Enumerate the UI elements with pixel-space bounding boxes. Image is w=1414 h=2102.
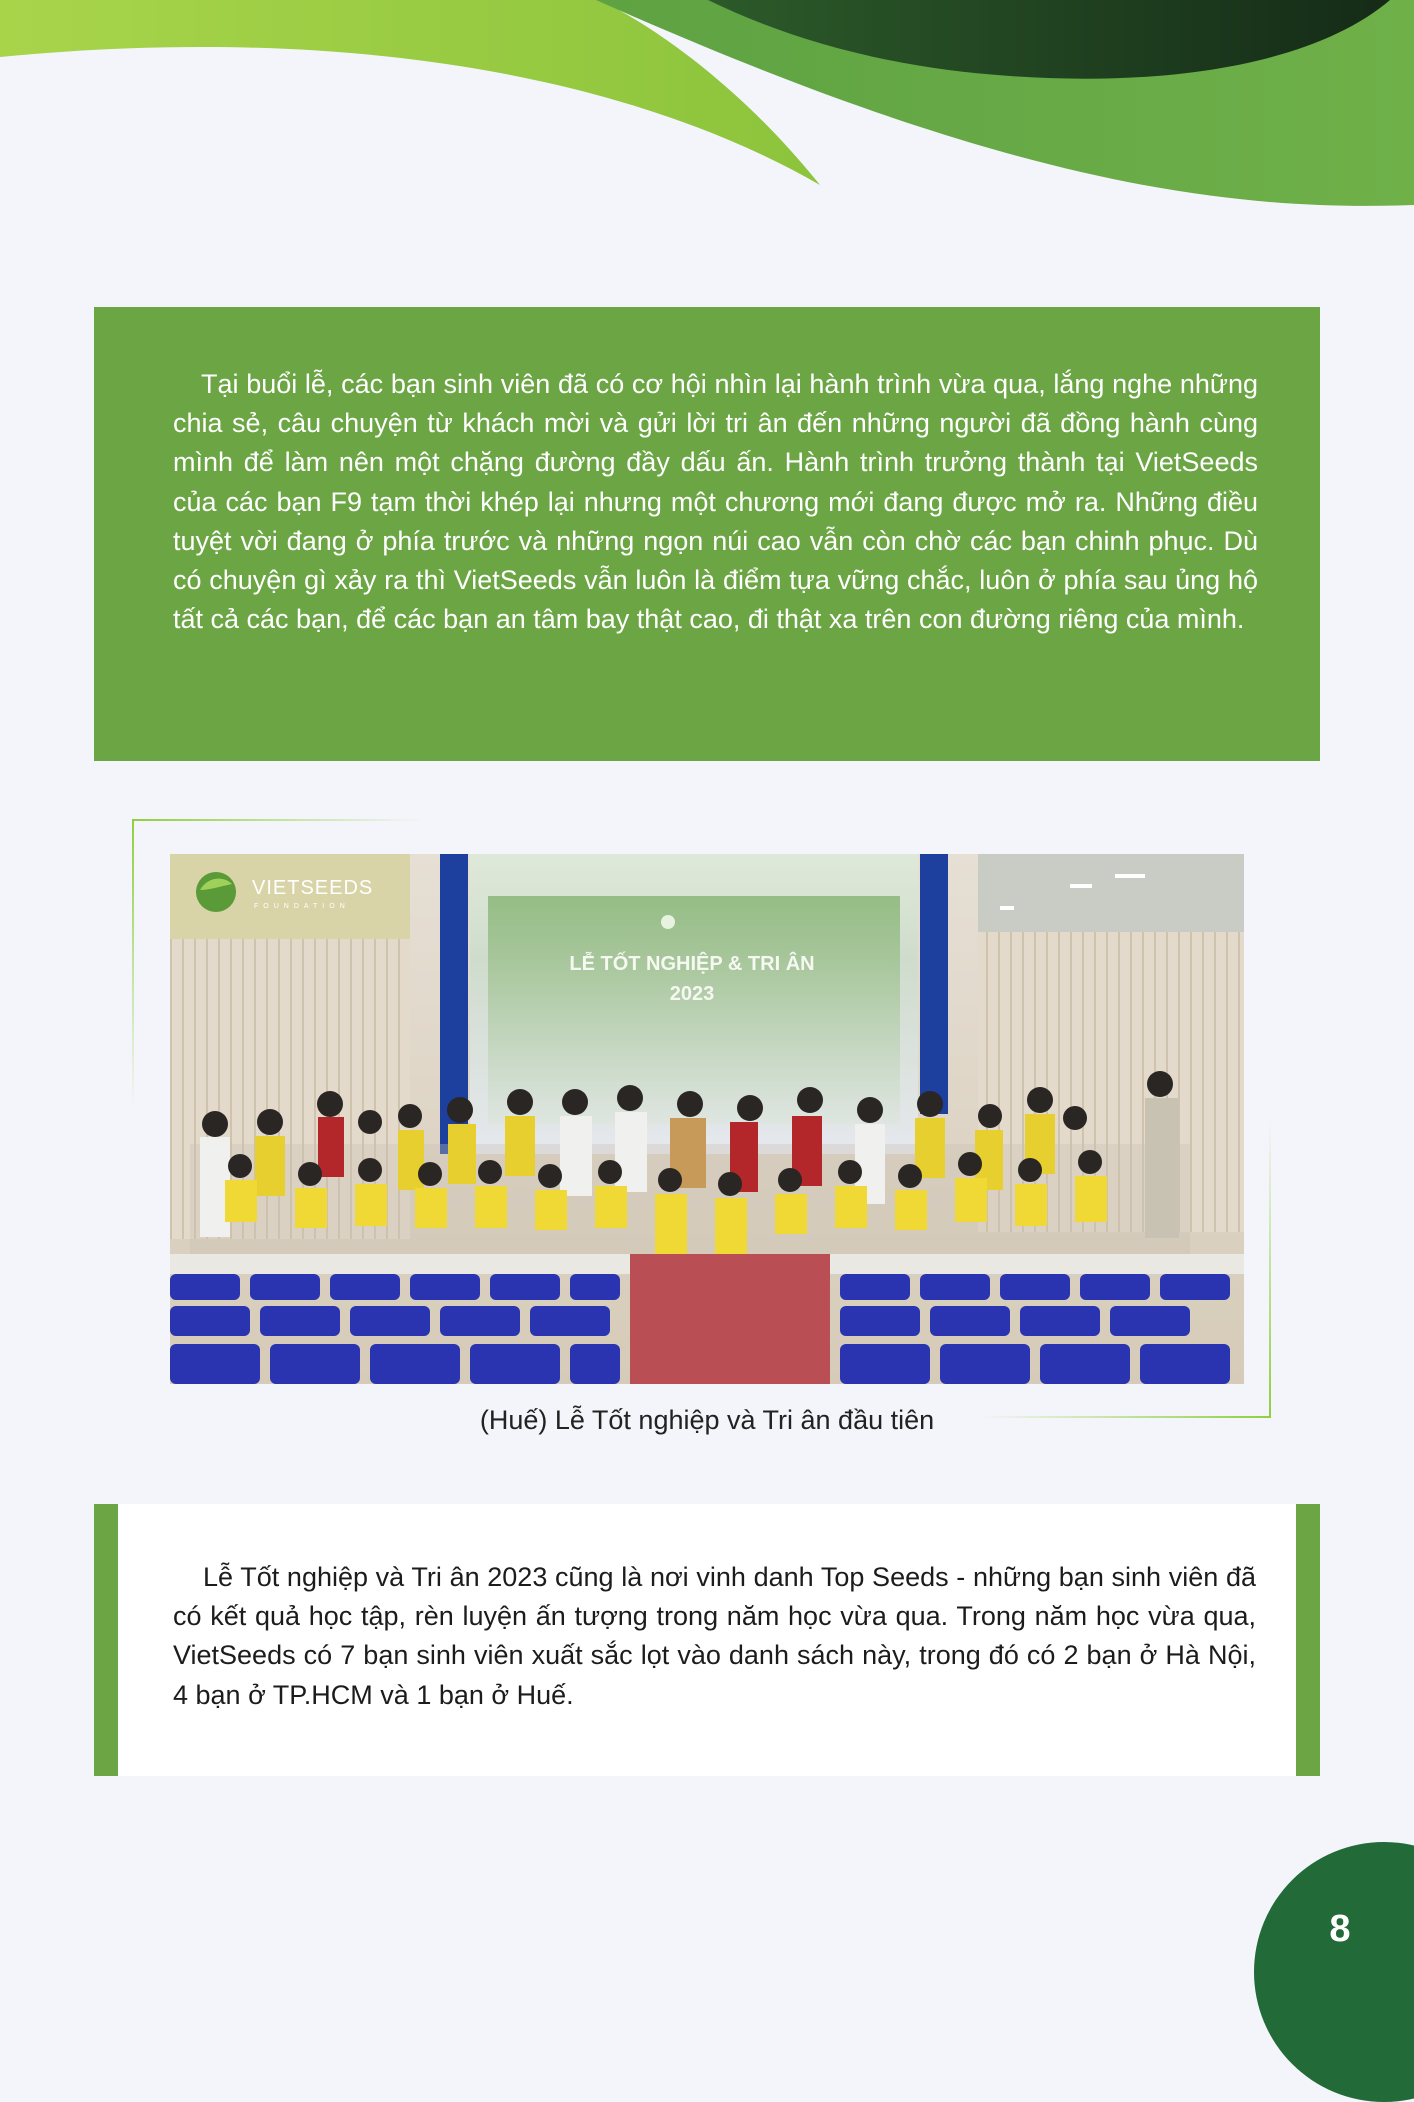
intro-text-box (94, 307, 1320, 761)
topseeds-paragraph: Lễ Tốt nghiệp và Tri ân 2023 cũng là nơi vinh danh Top Seeds - những bạn sinh viên đã có kết quả học tập, rèn luyện ấn tượng trong năm học vừa qua. Trong năm học vừa qua, VietSeeds có 7 bạn sinh viên xuất sắc lọt vào danh sách này, trong đó có 2 bạn ở Hà Nội, 4 bạn ở TP.HCM và 1 bạn ở Huế. (173, 1562, 1256, 1710)
table-left (170, 1254, 630, 1274)
logo-text: VIETSEEDS (252, 877, 374, 899)
graduation-group-photo (170, 854, 1244, 1384)
photo-caption: (Huế) Lễ Tốt nghiệp và Tri ân đầu tiên (479, 1405, 935, 1435)
photo-frame-top-left-line (132, 819, 422, 821)
photo-frame-bottom-right-line-vertical (1269, 1120, 1271, 1418)
table-right (830, 1254, 1244, 1274)
page-number: 8 (1329, 1908, 1351, 1950)
page-number-badge (1254, 1842, 1414, 2102)
screen-logo-mark (661, 915, 675, 929)
logo-subtext: FOUNDATION (254, 903, 350, 910)
screen-year: 2023 (669, 983, 715, 1005)
topseeds-text-box (94, 1504, 1320, 1776)
header-wave-decoration (0, 0, 1414, 240)
vietseeds-logo-watermark (196, 872, 373, 912)
crowd-back-row (190, 1071, 1190, 1254)
photo-frame-top-left-line-vertical (132, 819, 134, 1109)
screen-title: LỄ TỐT NGHIỆP & TRI ÂN (569, 953, 815, 975)
intro-paragraph: Tại buổi lễ, các bạn sinh viên đã có cơ hội nhìn lại hành trình vừa qua, lắng nghe những chia sẻ, câu chuyện từ khách mời và gửi lời tri ân đến những người đã đồng hành cùng mình để làm nên một chặng đường đầy dấu ấn. Hành trình trưởng thành tại VietSeeds của các bạn F9 tạm thời khép lại nhưng một chương mới đang được mở ra. Những điều tuyệt vời đang ở phía trước và những ngọn núi cao vẫn còn chờ các bạn chinh phục. Dù có chuyện gì xảy ra thì VietSeeds vẫn luôn là điểm tựa vững chắc, luôn ở phía sau ủng hộ tất cả các bạn, để các bạn an tâm bay thật cao, đi thật xa trên con đường riêng của mình. (173, 369, 1258, 635)
